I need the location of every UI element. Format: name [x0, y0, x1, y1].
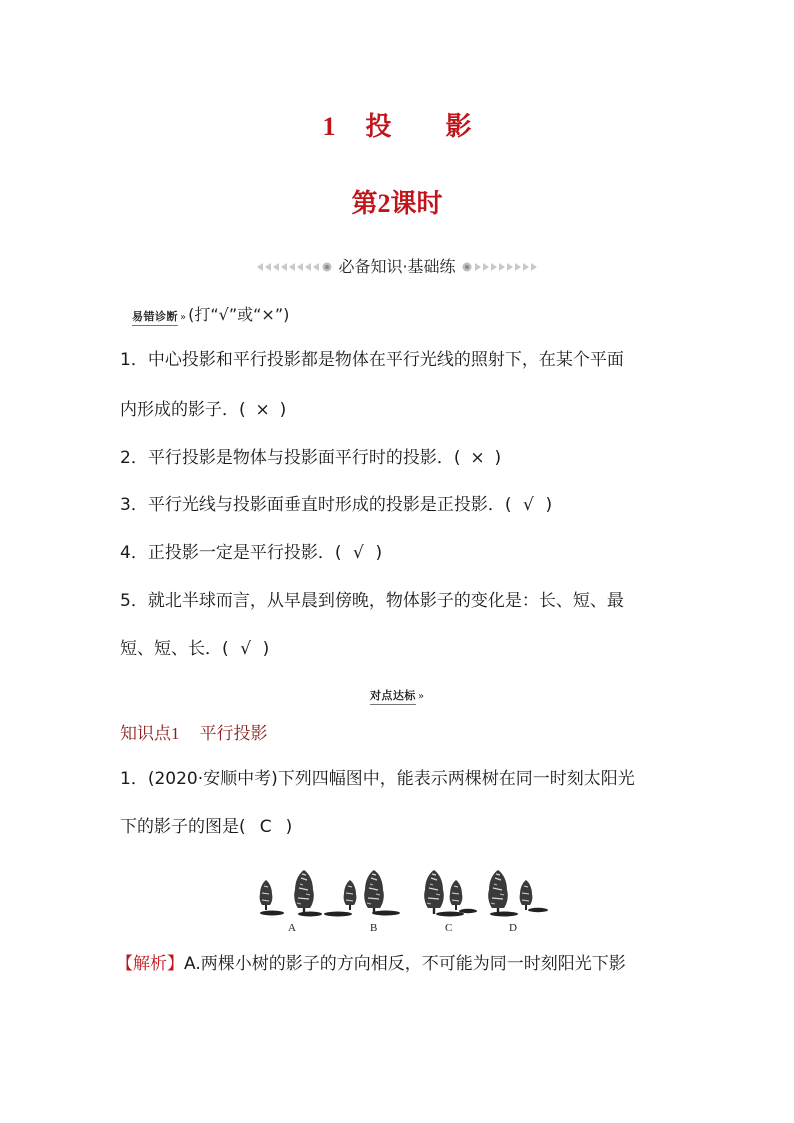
- diagnosis-item-5-line-2: 短、短、长．( √ ): [120, 639, 270, 659]
- diagnosis-item-4: 4．正投影一定是平行投影．( √ ): [120, 543, 383, 563]
- answer-mark: ×: [255, 400, 270, 420]
- right-arrows-decoration-icon: [461, 261, 539, 273]
- knowledge-point-heading: 知识点1 平行投影: [120, 724, 268, 744]
- title-char-1: 投: [365, 112, 392, 142]
- analysis-line: [116, 952, 626, 976]
- subtitle-prefix: 第: [351, 189, 378, 219]
- analysis-tag: 【解析】: [116, 954, 184, 974]
- practice-header: [0, 684, 794, 703]
- double-chevron-icon: »: [180, 312, 187, 323]
- double-chevron-icon: »: [417, 691, 425, 702]
- trees-shadow-figure: [250, 850, 550, 938]
- lesson-title: [0, 106, 794, 143]
- lesson-number: 1: [322, 112, 336, 141]
- answer-mark: √: [523, 495, 534, 515]
- question-1-line-2: 下的影子的图是( C ): [120, 817, 293, 837]
- figure-label-b: B: [370, 922, 378, 934]
- diagnosis-note: (打“√”或“×”): [188, 305, 290, 324]
- diagnosis-item-1-line-2: 内形成的影子．( × ): [120, 400, 287, 420]
- diagnosis-item-2: 2．平行投影是物体与投影面平行时的投影．( × ): [120, 448, 502, 468]
- question-1-line-1: 1．(2020·安顺中考)下列四幅图中，能表示两棵树在同一时刻太阳光: [120, 769, 635, 789]
- diagnosis-item-5-line-1: 5．就北半球而言，从早晨到傍晚，物体影子的变化是：长、短、最: [120, 591, 624, 611]
- title-char-2: 影: [445, 112, 472, 142]
- answer-mark: √: [353, 543, 364, 563]
- answer-mark: ×: [470, 448, 485, 468]
- figure-label-c: C: [445, 922, 453, 934]
- section-banner-text: 必备知识·基础练: [338, 257, 456, 276]
- subtitle-suffix: 课时: [390, 189, 443, 219]
- subtitle-digit: 2: [377, 189, 391, 218]
- diagnosis-header: [132, 302, 289, 325]
- figure-label-d: D: [509, 922, 517, 934]
- answer-mark: C: [259, 817, 272, 837]
- diagnosis-tag: 易错诊断: [132, 310, 178, 326]
- practice-tag: 对点达标: [370, 689, 416, 705]
- section-banner: [0, 253, 794, 277]
- diagnosis-item-1-line-1: 1．中心投影和平行投影都是物体在平行光线的照射下，在某个平面: [120, 350, 624, 370]
- analysis-text: A.两棵小树的影子的方向相反，不可能为同一时刻阳光下影: [184, 954, 626, 974]
- trees-shadow-illustration: [250, 850, 550, 920]
- answer-mark: √: [240, 639, 252, 659]
- diagnosis-item-3: 3．平行光线与投影面垂直时形成的投影是正投影．( √ ): [120, 495, 553, 515]
- lesson-subtitle: [0, 183, 794, 220]
- left-arrows-decoration-icon: [255, 261, 333, 273]
- figure-label-a: A: [288, 922, 296, 934]
